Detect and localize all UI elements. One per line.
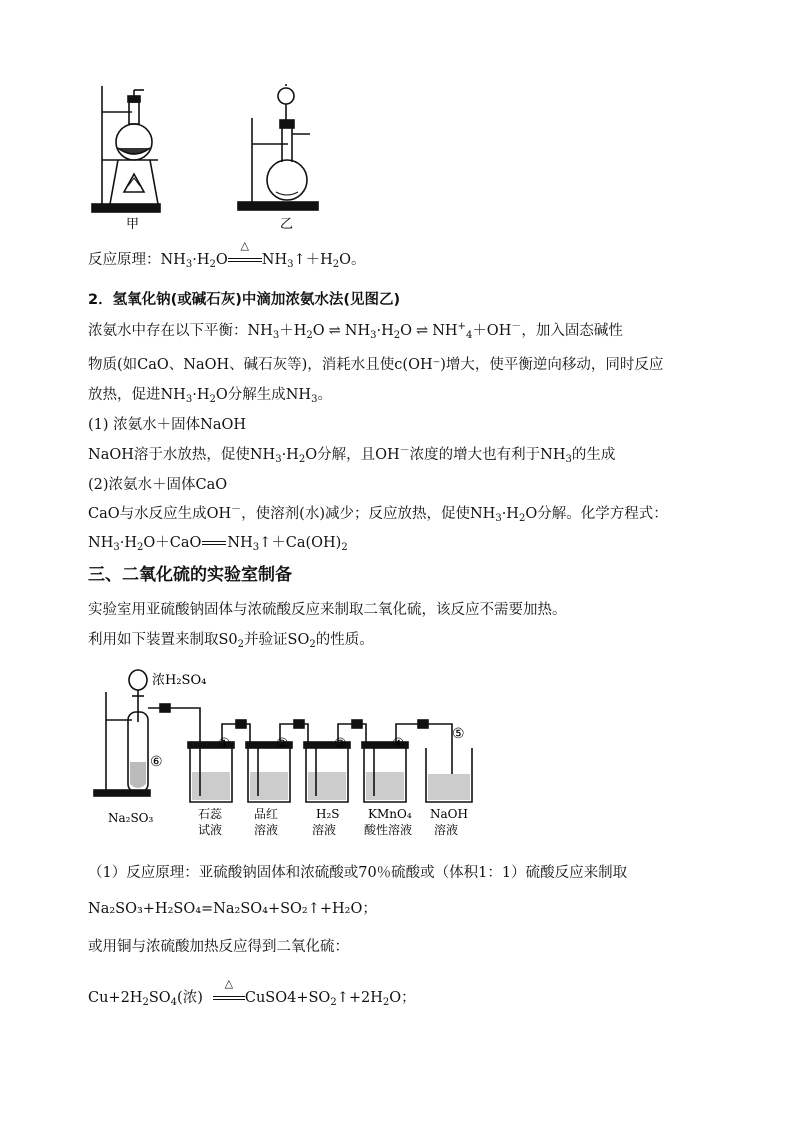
text-seg: 浓度的增大也有利于NH xyxy=(409,447,566,463)
text-seg: 利用如下装置来制取S0 xyxy=(88,632,238,648)
item-2-title: (2)浓氨水＋固体CaO xyxy=(88,477,228,493)
text-seg: ·H xyxy=(192,387,210,403)
bottle-3-num: ③ xyxy=(334,736,347,752)
text-seg: NH xyxy=(261,252,288,268)
copper-method-text: 或用铜与浓硫酸加热反应得到二氧化硫： xyxy=(88,939,349,955)
item-1-desc: NaOH溶于水放热，促使$NH_3\cdot H_2O$分解，且OH－浓度的增大也有利于$NH_3$的生成 xyxy=(88,445,616,465)
text-seg: 反应原理：NH xyxy=(88,252,186,268)
acid-label: 浓H₂SO₄ xyxy=(152,673,207,688)
heating-condition xyxy=(228,239,262,270)
equilibrium-arrow: ⇌ xyxy=(416,323,429,339)
text-seg: CaO与水反应生成OH xyxy=(88,506,232,522)
equilibrium-arrow: ⇌ xyxy=(328,323,341,339)
text-seg: 并验证SO xyxy=(244,632,310,648)
bottle-1-line1: 石蕊 xyxy=(198,807,223,821)
beaker-5 xyxy=(426,748,472,802)
so2-equation-1: Na₂SO₃+H₂SO₄=Na₂SO₄+SO₂↑+H₂O； xyxy=(88,901,377,917)
heating-condition xyxy=(213,977,245,1008)
ammonia-apparatus-figure xyxy=(88,82,348,232)
reaction-principle-heat: 反应原理：$NH_3\cdot H_2O$ △ $NH_3↑+H_2O$。 xyxy=(88,250,366,270)
so2-equation-2: $Cu+2H_2SO_4$(浓) △ $CuSO4+SO_2↑+2H_2O$； xyxy=(88,988,416,1008)
item-1-title: (1) 浓氨水＋固体NaOH xyxy=(88,417,247,433)
text-seg: O xyxy=(400,323,413,339)
so2-intro-2: 利用如下装置来制取$S0_2$并验证$SO_2$的性质。 xyxy=(88,632,374,650)
apparatus-jia-label: 甲 xyxy=(126,217,140,232)
bottle-2-line2: 溶液 xyxy=(254,823,279,837)
text-seg: O分解生成NH xyxy=(215,387,312,403)
text-seg: NH xyxy=(432,323,458,339)
text-seg: O xyxy=(312,323,325,339)
text-seg: Cu+2H xyxy=(88,990,143,1006)
beaker-5-line1: NaOH xyxy=(430,807,468,821)
beaker-5-num: ⑤ xyxy=(452,726,465,742)
section-2-heading: 2．氢氧化钠(或碱石灰)中滴加浓氨水法(见图乙) xyxy=(88,292,401,308)
apparatus-yi xyxy=(238,84,318,210)
text-seg: ·H xyxy=(119,535,137,551)
bottle-1-num: ① xyxy=(218,736,231,752)
text-seg: NaOH溶于水放热，促使NH xyxy=(88,447,276,463)
so2-reaction-principle: （1）反应原理：亚硫酸钠固体和浓硫酸或70％硫酸或（体积1：1）硫酸反应来制取 xyxy=(88,865,628,881)
section-3-heading: 三、二氧化硫的实验室制备 xyxy=(88,565,292,585)
text-seg: O＋CaO xyxy=(143,535,202,551)
bottle-2-num: ② xyxy=(276,736,289,752)
text-seg: 的生成 xyxy=(571,447,616,463)
text-seg: O； xyxy=(389,990,416,1006)
flask-label: Na₂SO₃ xyxy=(108,811,154,825)
text-seg: SO xyxy=(148,990,171,1006)
text-seg: CuSO4+SO xyxy=(244,990,331,1006)
text-seg: ·H xyxy=(281,447,299,463)
bottle-3-line2: 溶液 xyxy=(312,823,337,837)
num-6: ⑥ xyxy=(150,754,163,770)
bottle-3-line1: H₂S xyxy=(316,807,340,821)
text-seg: 浓氨水中存在以下平衡：NH xyxy=(88,323,273,339)
text-seg: ↑＋Ca(OH) xyxy=(259,535,342,551)
so2-intro: 实验室用亚硫酸钠固体与浓硫酸反应来制取二氧化硫，该反应不需要加热。 xyxy=(88,602,567,618)
text-seg: ，加入固态碱性 xyxy=(521,323,623,339)
text-seg: ↑＋H xyxy=(293,252,333,268)
triangle-symbol: △ xyxy=(240,239,249,252)
bottle-4-line1: KMnO₄ xyxy=(368,807,412,821)
equilibrium-paragraph-2: 物质(如CaO、NaOH、碱石灰等)，消耗水且使c(OH⁻)增大，使平衡逆向移动，同时反应 xyxy=(88,357,664,373)
equals-bar xyxy=(202,541,226,545)
text-seg: O。 xyxy=(339,252,366,268)
apparatus-jia xyxy=(92,86,160,212)
so2-apparatus-figure xyxy=(88,662,488,842)
text-seg: NH xyxy=(88,535,114,551)
text-seg: ，使溶剂(水)减少；反应放热，促使NH xyxy=(241,506,496,522)
text-seg: ↑+2H xyxy=(336,990,383,1006)
text-seg: 的性质。 xyxy=(315,632,374,648)
text-seg: ＋H xyxy=(279,323,307,339)
text-seg: ·H xyxy=(192,252,210,268)
text-seg: ＋OH xyxy=(472,323,512,339)
text-seg: O xyxy=(215,252,228,268)
bottle-4-line2: 酸性溶液 xyxy=(364,823,413,837)
equilibrium-paragraph: 浓氨水中存在以下平衡：$NH_3+H_2O$ ⇌ $NH_3\cdot H_2O$ ⇌ $NH^+_4+OH^-$，加入固态碱性 xyxy=(88,321,623,341)
item-2-desc: CaO与水反应生成OH－，使溶剂(水)减少；反应放热，促使$NH_3\cdot H_2O$分解。化学方程式： xyxy=(88,504,668,524)
bottle-4-num: ④ xyxy=(392,736,405,752)
equilibrium-paragraph-3: 放热，促进$NH_3\cdot H_2O$分解生成$NH_3$。 xyxy=(88,387,332,405)
text-seg: ·H xyxy=(376,323,394,339)
beaker-5-line2: 溶液 xyxy=(434,823,459,837)
cao-equation: $NH_3\cdot H_2O+CaO$ $NH_3↑+Ca(OH)_2$ xyxy=(88,535,348,553)
text-seg: NH xyxy=(227,535,253,551)
bottle-1-line2: 试液 xyxy=(198,823,223,837)
text-seg: 。 xyxy=(317,387,332,403)
text-seg: 放热，促进NH xyxy=(88,387,186,403)
text-seg: O分解。化学方程式： xyxy=(525,506,668,522)
apparatus-yi-label: 乙 xyxy=(280,217,294,232)
bottle-2-line1: 品红 xyxy=(254,807,279,821)
text-seg: ·H xyxy=(501,506,519,522)
triangle-symbol: △ xyxy=(224,977,234,990)
text-seg: O分解，且OH xyxy=(305,447,400,463)
text-seg: (浓) xyxy=(177,990,203,1006)
text-seg: NH xyxy=(344,323,371,339)
